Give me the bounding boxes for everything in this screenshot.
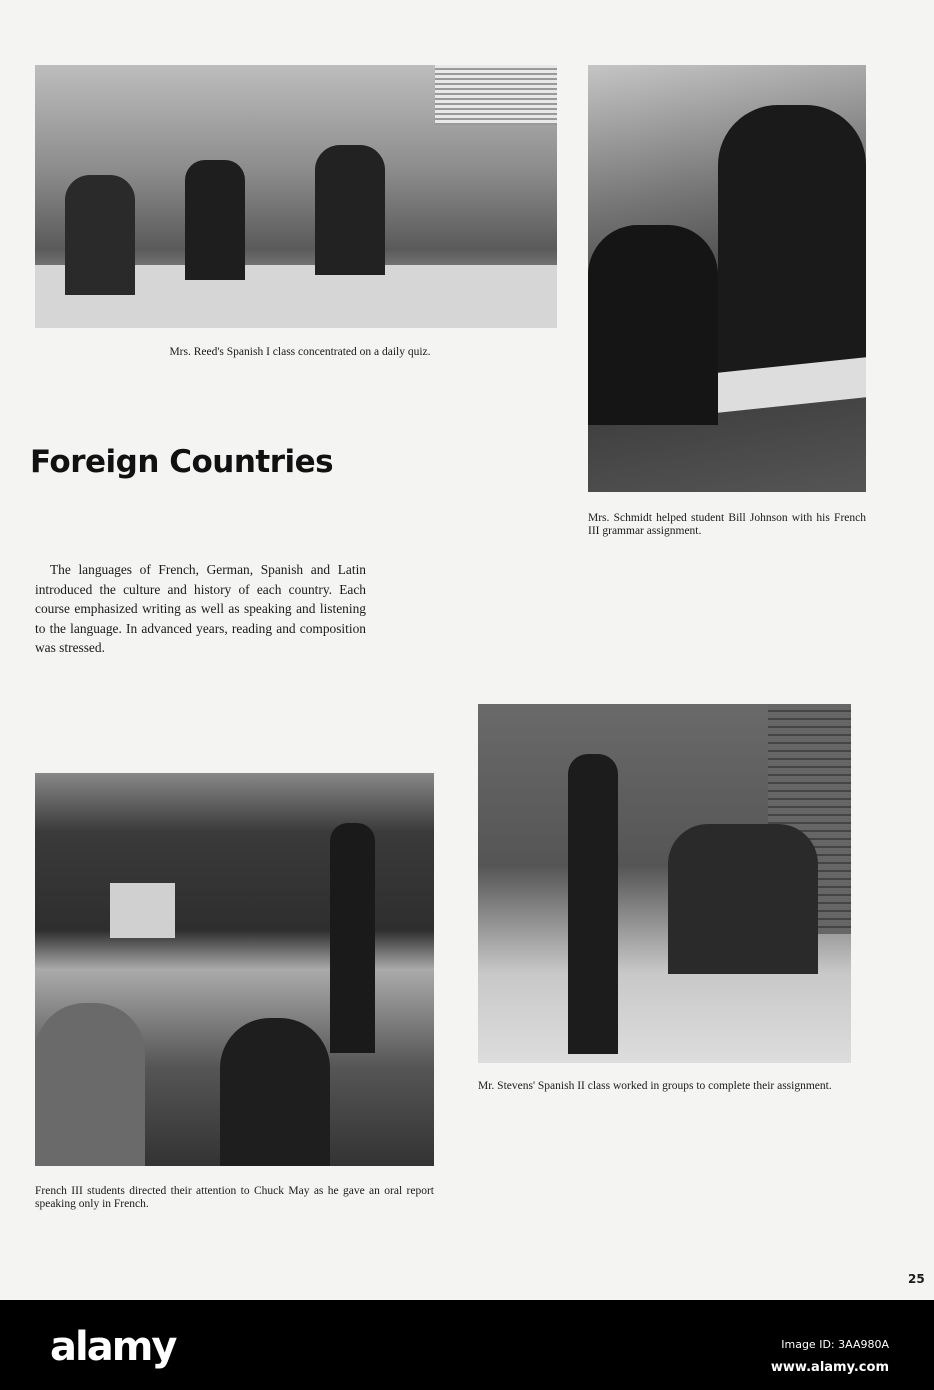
alamy-logo: alamy xyxy=(50,1324,176,1370)
article-body: The languages of French, German, Spanish and Latin introduced the culture and history of each country. Each course emphasized writing as well as speaking and listening to the language. In advanced years, reading and composition was stressed. xyxy=(35,562,366,656)
photo-spanish-group-work xyxy=(478,704,851,1063)
photo-caption: Mrs. Schmidt helped student Bill Johnson with his French III grammar assignment. xyxy=(588,512,866,537)
photo-french-oral-report xyxy=(35,773,434,1166)
page-title: Foreign Countries xyxy=(30,444,334,480)
photo-caption: Mr. Stevens' Spanish II class worked in groups to complete their assignment. xyxy=(478,1080,832,1092)
page-number: 25 xyxy=(908,1272,925,1286)
photo-caption: French III students directed their attention to Chuck May as he gave an oral report speaking only in French. xyxy=(35,1185,434,1210)
photo-teacher-helping-student xyxy=(588,65,866,492)
image-id: Image ID: 3AA980A xyxy=(781,1338,889,1351)
watermark-bar xyxy=(0,1300,934,1390)
watermark-url: www.alamy.com xyxy=(770,1360,889,1375)
photo-caption: Mrs. Reed's Spanish I class concentrated on a daily quiz. xyxy=(169,346,431,358)
photo-spanish-class-quiz xyxy=(35,65,557,328)
